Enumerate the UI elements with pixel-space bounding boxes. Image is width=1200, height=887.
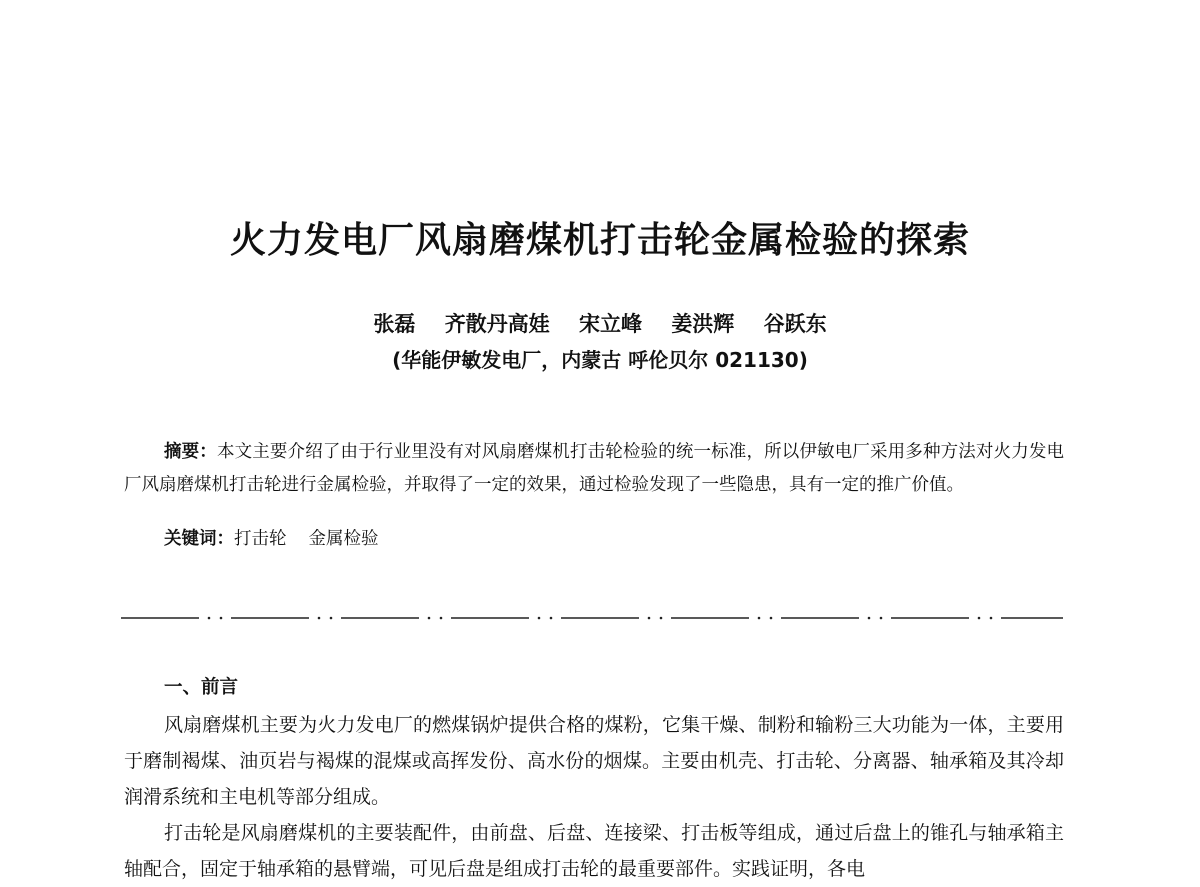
keywords: [164, 523, 401, 556]
abstract-text: 本文主要介绍了由于行业里没有对风扇磨煤机打击轮检验的统一标准，所以伊敏电厂采用多种方法对火力发电厂风扇磨煤机打击轮进行金属检验，并取得了一定的效果，通过检验发现了一些隐患，具有一定的推广价值。: [124, 441, 1064, 495]
author-name: 姜洪辉: [671, 312, 735, 336]
abstract-label: 摘要：: [164, 441, 217, 462]
author-name: 张磊: [373, 312, 416, 336]
body-paragraph: 风扇磨煤机主要为火力发电厂的燃煤锅炉提供合格的煤粉，它集干燥、制粉和输粉三大功能为一体，主要用于磨制褐煤、油页岩与褐煤的混煤或高挥发份、高水份的烟煤。主要由机壳、打击轮、分离器、轴承箱及其冷却润滑系统和主电机等部分组成。: [124, 714, 1064, 808]
author-name: 谷跃东: [763, 312, 827, 336]
section-heading: 一、前言: [164, 677, 239, 698]
author-list: [0, 308, 1200, 340]
author-name: 齐散丹高娃: [444, 312, 550, 336]
section-divider: [121, 608, 1063, 628]
paper-title: 火力发电厂风扇磨煤机打击轮金属检验的探索: [229, 220, 970, 261]
keyword: 金属检验: [308, 529, 379, 549]
abstract: [124, 436, 1064, 502]
keywords-label: 关键词：: [164, 529, 234, 549]
author-name: 宋立峰: [579, 312, 642, 336]
body-paragraph: 打击轮是风扇磨煤机的主要装配件，由前盘、后盘、连接梁、打击板等组成，通过后盘上的锥孔与轴承箱主轴配合，固定于轴承箱的悬臂端，可见后盘是组成打击轮的最重要部件。实践证明，各电: [124, 822, 1064, 880]
affiliation: (华能伊敏发电厂，内蒙古 呼伦贝尔 021130): [392, 348, 808, 372]
keyword: 打击轮: [234, 529, 287, 549]
